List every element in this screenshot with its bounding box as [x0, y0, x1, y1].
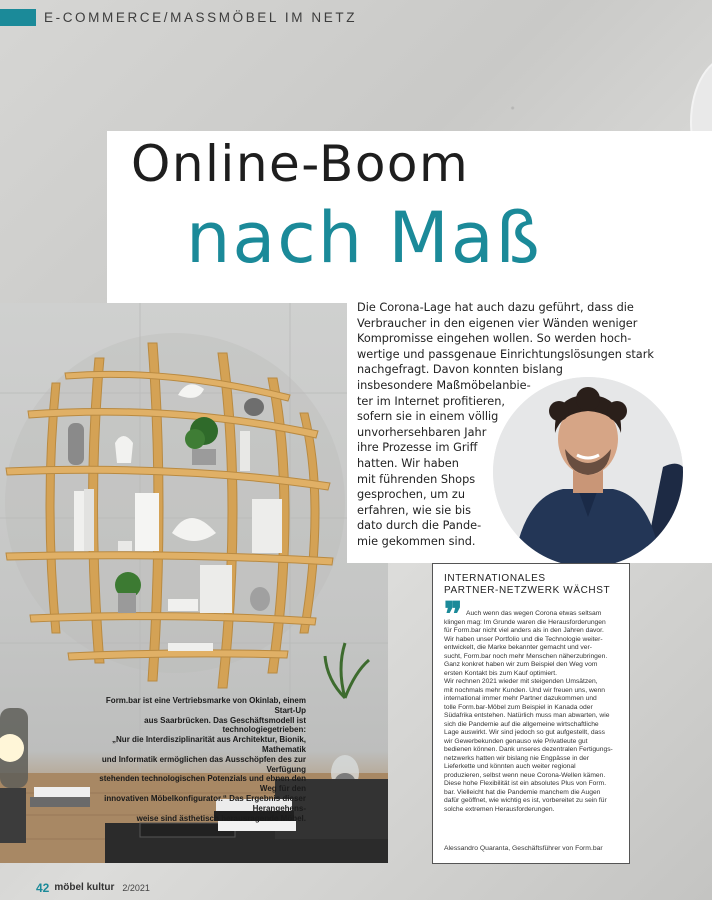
headline-panel: [107, 131, 712, 303]
sidebar-signature: Alessandro Quaranta, Geschäftsführer von Form.bar: [444, 845, 603, 852]
intro-line: ihre Prozesse im Griff: [357, 441, 478, 455]
sidebar-heading-line2: PARTNER-NETZWERK WÄCHST: [444, 585, 611, 596]
sidebar-line: wir Gewerbekunden genauso wie Privatleute gut: [444, 737, 588, 745]
sidebar-line: Lage auswirkt. Wir sind jedoch so gut aufgestellt, dass: [444, 729, 605, 736]
sidebar-line: Wir rechnen 2021 wieder mit steigenden Umsätzen,: [444, 678, 598, 685]
issue-number: 2/2021: [122, 882, 150, 893]
intro-line: mie gekommen sind.: [357, 534, 476, 548]
caption-line: weise sind ästhetisch herausragende Möbel.: [136, 813, 306, 823]
headline-line1: Online-Boom: [131, 135, 470, 193]
intro-line: unvorhersehbaren Jahr: [357, 425, 487, 439]
sidebar-line: für Form.bar nicht viel anders als in den Jahren davor.: [444, 627, 604, 634]
intro-line: gesprochen, um zu: [357, 488, 465, 502]
shelf-photo: [0, 303, 388, 863]
intro-line: insbesondere Maßmöbelanbie-: [357, 378, 531, 392]
sidebar-line: sucht, Form.bar noch mehr Menschen näherzubringen.: [444, 652, 608, 660]
sidebar-line: bar. Vielleicht hat die Pandemie manchem die Augen: [444, 788, 601, 796]
caption-line: und Informatik ermöglichen das Ausschöpfen des zur Verfügung: [101, 754, 306, 774]
sidebar-line: netzwerks hatten wir bislang nie Engpässe in der: [444, 754, 589, 762]
portrait-illustration: [493, 377, 683, 567]
sidebar-line: tolle Form.bar-Möbel zum Beispiel in Kanada oder: [444, 703, 593, 711]
caption-line: aus Saarbrücken. Das Geschäftsmodell ist technologiegetrieben:: [144, 715, 306, 735]
portrait-photo: [491, 375, 685, 569]
sidebar-body: [444, 610, 624, 814]
sidebar-line: entwickelt, die Marke bekannter gemacht und ver-: [444, 644, 592, 651]
intro-line: dato durch die Pande-: [357, 519, 482, 533]
photo-caption: [92, 696, 306, 823]
sidebar-line: bedienen können. Dank unseres dezentralen Fertigungs-: [444, 746, 613, 753]
intro-line: mit führenden Shops: [357, 472, 476, 486]
intro-line: ter im Internet profitieren,: [357, 394, 506, 408]
caption-line: innovativen Möbelkonfigurator.“ Das Ergebnis dieser Herangehens-: [104, 793, 306, 813]
kicker-accent-bar: [0, 9, 36, 26]
page-number: 42: [36, 880, 50, 895]
sidebar-line: Südafrika entstehen. Natürlich muss man abwarten, wie: [444, 712, 610, 719]
caption-line: „Nur die Interdisziplinarität aus Architektur, Bionik, Mathematik: [112, 735, 306, 754]
intro-line: Die Corona-Lage hat auch dazu geführt, dass die: [357, 301, 634, 314]
intro-line: nachgefragt. Davon konnten bislang: [357, 363, 563, 377]
sidebar-line: Lieferkette und könnten auch weiter regional: [444, 763, 576, 770]
quote-mark-icon: ❞: [444, 597, 463, 634]
sidebar-line: international immer mehr Partner dazukommen und: [444, 695, 597, 702]
sidebar-line: Ganz konkret haben wir zum Beispiel den Weg vom: [444, 661, 598, 668]
caption-line: stehenden technologischen Potenzials und ebnen den Weg für den: [99, 774, 306, 794]
intro-line: sofern sie in einem völlig: [357, 410, 499, 424]
sidebar-line: klingen mag: Im Grunde waren die Herausforderungen: [444, 618, 606, 626]
sidebar-heading: [444, 573, 610, 597]
intro-line: hatten. Wir haben: [357, 456, 459, 470]
section-label: E-COMMERCE/MASSMÖBEL IM NETZ: [44, 9, 358, 25]
sidebar-line: Wir haben unser Portfolio und die Technologie weiter-: [444, 635, 603, 643]
sidebar-line: produzieren, selbst wenn neue Corona-Wellen kämen.: [444, 771, 606, 779]
sidebar-line: dafür geöffnet, wie wichtig es ist, vorbereitet zu sein für: [444, 797, 607, 804]
quote-sidebar: [432, 563, 630, 864]
sidebar-line: sich die Pandemie auf die allgemeine wirtschaftliche: [444, 720, 599, 728]
caption-line: Form.bar ist eine Vertriebsmarke von Okinlab, einem Start-Up: [105, 696, 306, 715]
intro-line: erfahren, wie sie bis: [357, 503, 472, 517]
intro-line: Verbraucher in den eigenen vier Wänden weniger: [357, 316, 638, 330]
sidebar-heading-line1: INTERNATIONALES: [444, 573, 546, 584]
sidebar-line: mit nochmals mehr Kunden. Und wir freuen uns, wenn: [444, 686, 605, 694]
section-kicker: [0, 6, 357, 28]
intro-line: wertige und passgenaue Einrichtungslösungen stark: [357, 347, 654, 361]
headline-line2: nach Maß: [186, 197, 542, 279]
intro-line: Kompromisse eingehen wollen. So werden hoch-: [357, 332, 632, 346]
page-footer: [0, 875, 712, 900]
sidebar-line: solche extremen Herausforderungen.: [444, 805, 555, 813]
magazine-name: möbel kultur: [54, 882, 115, 893]
sidebar-line: Diese hohe Flexibilität ist ein absolutes Plus von Form.: [444, 780, 607, 787]
sidebar-line: ersten Kontakt bis zum Kauf optimiert.: [444, 669, 557, 677]
sidebar-line: Auch wenn das wegen Corona etwas seltsam: [466, 610, 602, 617]
